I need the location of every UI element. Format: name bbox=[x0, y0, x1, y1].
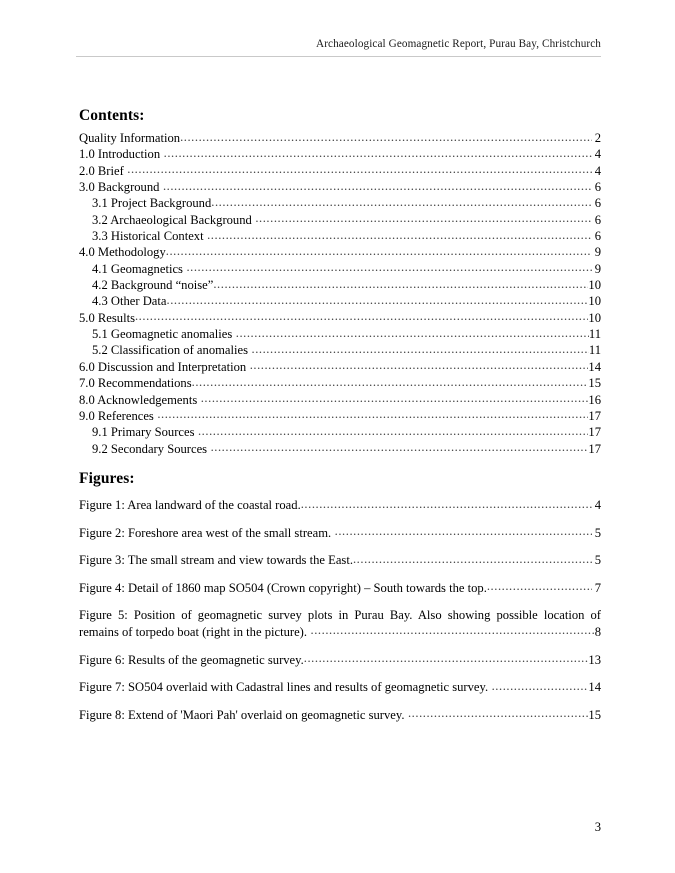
toc-entry-page-number: 17 bbox=[588, 425, 601, 440]
figure-entry-page-number: 7 bbox=[594, 580, 601, 595]
figure-entry-label: Figure 1: Area landward of the coastal road. bbox=[79, 498, 301, 512]
dot-leader bbox=[236, 332, 589, 339]
figure-entry[interactable] bbox=[79, 679, 601, 695]
toc-entry[interactable] bbox=[79, 212, 601, 228]
toc-entry[interactable] bbox=[79, 375, 601, 391]
toc-entry[interactable] bbox=[79, 277, 601, 293]
toc-entry[interactable] bbox=[79, 261, 601, 277]
dot-leader bbox=[164, 152, 592, 159]
toc-entry-label: 9.2 Secondary Sources bbox=[92, 441, 208, 456]
toc-entry-label: 3.0 Background bbox=[79, 180, 160, 195]
toc-entry-page-number: 6 bbox=[594, 229, 601, 244]
toc-entry[interactable] bbox=[79, 441, 601, 457]
toc-entry-page-number: 9 bbox=[594, 245, 601, 260]
toc-entry-label: 3.3 Historical Context bbox=[92, 229, 204, 244]
toc-entry[interactable] bbox=[79, 244, 601, 260]
figure-entry[interactable] bbox=[79, 607, 601, 640]
toc-entry[interactable] bbox=[79, 408, 601, 424]
toc-entry-label: 3.1 Project Background bbox=[92, 196, 212, 211]
dot-leader bbox=[207, 234, 592, 241]
figure-entry[interactable] bbox=[79, 497, 601, 513]
figure-entry-label-tail: remains of torpedo boat (right in the picture). bbox=[79, 624, 308, 639]
figure-entry-page-number: 5 bbox=[594, 553, 601, 567]
dot-leader bbox=[252, 348, 589, 355]
dot-leader bbox=[135, 316, 588, 323]
dot-leader bbox=[211, 446, 589, 453]
dot-leader bbox=[408, 712, 588, 719]
toc-entry-label: 5.2 Classification of anomalies bbox=[92, 343, 248, 358]
running-header: Archaeological Geomagnetic Report, Purau Bay, Christchurch bbox=[316, 38, 601, 50]
toc-entry[interactable] bbox=[79, 310, 601, 326]
toc-entry[interactable] bbox=[79, 293, 601, 309]
figure-entry-page-number: 13 bbox=[588, 652, 601, 667]
toc-entry[interactable] bbox=[79, 342, 601, 358]
figure-entry-page-number: 15 bbox=[588, 707, 601, 722]
dot-leader bbox=[127, 169, 592, 176]
toc-entry-label: 9.0 References bbox=[79, 408, 154, 423]
dot-leader bbox=[192, 381, 589, 388]
table-of-contents bbox=[79, 130, 601, 457]
figure-entry-label-line2 bbox=[79, 624, 601, 641]
toc-entry[interactable] bbox=[79, 424, 601, 440]
figure-entry-label: Figure 8: Extend of 'Maori Pah' overlaid on geomagnetic survey. bbox=[79, 707, 405, 722]
dot-leader bbox=[301, 503, 592, 510]
toc-entry-label: 9.1 Primary Sources bbox=[92, 425, 195, 440]
toc-entry[interactable] bbox=[79, 146, 601, 162]
toc-entry-label: 6.0 Discussion and Interpretation bbox=[79, 359, 247, 374]
contents-heading: Contents: bbox=[79, 107, 145, 124]
dot-leader bbox=[198, 430, 588, 437]
dot-leader bbox=[186, 267, 592, 274]
figure-entry-label: Figure 7: SO504 overlaid with Cadastral lines and results of geomagnetic survey. bbox=[79, 680, 489, 694]
figure-entry-label: Figure 3: The small stream and view towards the East. bbox=[79, 553, 353, 567]
toc-entry-page-number: 6 bbox=[594, 180, 601, 195]
dot-leader bbox=[311, 630, 595, 637]
toc-entry[interactable] bbox=[79, 359, 601, 375]
toc-entry-page-number: 10 bbox=[588, 294, 601, 309]
toc-entry-label: 5.0 Results bbox=[79, 310, 135, 325]
toc-entry-label: 2.0 Brief bbox=[79, 163, 124, 178]
dot-leader bbox=[201, 397, 589, 404]
dot-leader bbox=[180, 136, 592, 143]
toc-entry-page-number: 11 bbox=[588, 327, 601, 342]
toc-entry-page-number: 11 bbox=[588, 343, 601, 358]
toc-entry-page-number: 2 bbox=[594, 131, 601, 145]
toc-entry-page-number: 15 bbox=[588, 376, 601, 391]
toc-entry-page-number: 4 bbox=[594, 163, 601, 178]
toc-entry-label: 4.0 Methodology bbox=[79, 245, 166, 260]
toc-entry[interactable] bbox=[79, 130, 601, 146]
toc-entry-page-number: 10 bbox=[588, 278, 601, 293]
toc-entry[interactable] bbox=[79, 195, 601, 211]
dot-leader bbox=[163, 185, 592, 192]
dot-leader bbox=[211, 201, 592, 208]
toc-entry-label: 4.3 Other Data bbox=[92, 294, 167, 309]
toc-entry-label: 5.1 Geomagnetic anomalies bbox=[92, 327, 233, 342]
header-divider-rule bbox=[76, 56, 601, 58]
toc-entry-page-number: 16 bbox=[588, 392, 601, 407]
toc-entry-page-number: 14 bbox=[588, 359, 601, 374]
dot-leader bbox=[487, 585, 592, 592]
figure-entry-page-number: 14 bbox=[588, 680, 601, 694]
toc-entry-label: 1.0 Introduction bbox=[79, 147, 161, 162]
dot-leader bbox=[213, 283, 588, 290]
dot-leader bbox=[166, 250, 592, 257]
figure-entry-page-number: 4 bbox=[594, 498, 601, 512]
figure-entry[interactable] bbox=[79, 707, 601, 723]
toc-entry-page-number: 17 bbox=[588, 441, 601, 456]
toc-entry-label: 8.0 Acknowledgements bbox=[79, 392, 198, 407]
dot-leader bbox=[255, 218, 592, 225]
toc-entry-page-number: 10 bbox=[588, 310, 601, 325]
figure-entry[interactable] bbox=[79, 552, 601, 568]
toc-entry[interactable] bbox=[79, 326, 601, 342]
toc-entry-page-number: 9 bbox=[594, 261, 601, 276]
figure-entry-page-number: 8 bbox=[594, 624, 601, 639]
figure-entry[interactable] bbox=[79, 580, 601, 596]
toc-entry[interactable] bbox=[79, 392, 601, 408]
figure-entry[interactable] bbox=[79, 525, 601, 541]
toc-entry-page-number: 6 bbox=[594, 196, 601, 211]
toc-entry-page-number: 4 bbox=[594, 147, 601, 162]
toc-entry-label: 7.0 Recommendations bbox=[79, 376, 192, 391]
toc-entry[interactable] bbox=[79, 163, 601, 179]
toc-entry-label: 3.2 Archaeological Background bbox=[92, 212, 252, 227]
list-of-figures bbox=[79, 497, 601, 723]
figure-entry[interactable] bbox=[79, 652, 601, 668]
toc-entry-page-number: 6 bbox=[594, 212, 601, 227]
footer-page-number: 3 bbox=[594, 820, 601, 834]
toc-entry-label: 4.2 Background “noise” bbox=[92, 278, 214, 293]
dot-leader bbox=[492, 685, 589, 692]
figures-heading: Figures: bbox=[79, 470, 135, 487]
figure-entry-label: Figure 2: Foreshore area west of the small stream. bbox=[79, 525, 332, 540]
figure-entry-label-line1: Figure 5: Position of geomagnetic survey plots in Purau Bay. Also showing possible location of bbox=[79, 608, 601, 622]
figure-entry-label: Figure 6: Results of the geomagnetic survey. bbox=[79, 652, 304, 667]
dot-leader bbox=[250, 365, 589, 372]
toc-entry[interactable] bbox=[79, 228, 601, 244]
dot-leader bbox=[157, 414, 588, 421]
toc-entry-label: Quality Information bbox=[79, 131, 181, 145]
dot-leader bbox=[335, 530, 592, 537]
toc-entry-label: 4.1 Geomagnetics bbox=[92, 261, 183, 276]
toc-entry[interactable] bbox=[79, 179, 601, 195]
dot-leader bbox=[304, 657, 589, 664]
toc-entry-page-number: 17 bbox=[588, 408, 601, 423]
dot-leader bbox=[167, 299, 589, 306]
figure-entry-page-number: 5 bbox=[594, 525, 601, 540]
figure-entry-label: Figure 4: Detail of 1860 map SO504 (Crown copyright) – South towards the top. bbox=[79, 580, 487, 595]
dot-leader bbox=[353, 558, 592, 565]
